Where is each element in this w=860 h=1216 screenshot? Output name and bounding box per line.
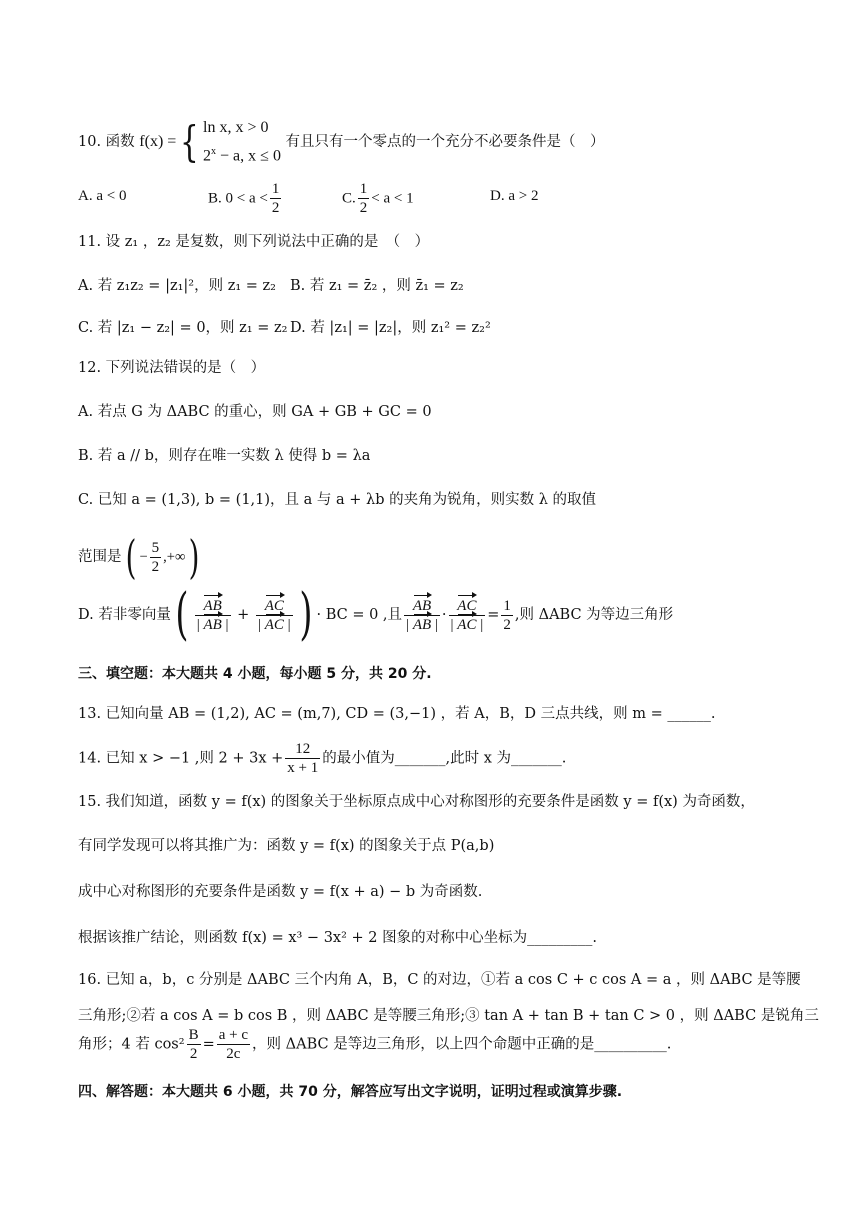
q12-option-d-frac-ac: $\frac{AC}{| AC |}$ [257,597,291,633]
q16-line-3 [78,1026,671,1070]
q15-line-2: 有同学发现可以将其推广为：函数 y = f(x) 的图象关于点 P(a,b) [78,838,495,854]
fraction-numerator: 1 [359,181,368,197]
q10-option-c-fraction [358,180,370,217]
question-14 [78,740,566,784]
q12-option-d [78,582,674,650]
q15-line-4: 根据该推广结论，则函数 f(x) = x³ − 3x² + 2 图象的对称中心坐标为_________. [78,930,597,946]
fraction-denominator: 2 [503,616,511,633]
plus-sign: + [232,607,254,623]
open-paren-glyph: ( [125,530,136,584]
q12-option-b: B. 若 a // b，则存在唯一实数 λ 使得 b = λa [78,448,371,464]
fraction-numerator: 1 [271,181,280,197]
q12-option-c-continued [78,530,203,584]
fraction-denominator: 2 [271,200,280,216]
minus-sign: − [139,549,148,565]
close-paren-glyph: ) [188,530,200,584]
q15-line-3: 成中心对称图形的充要条件是函数 y = f(x + a) − b 为奇函数. [78,884,483,900]
q10-function-name: f(x) = [139,133,177,151]
q16-fraction-ac-2c [217,1026,250,1063]
q10-brace: { [180,117,200,167]
fraction-numerator: 5 [151,539,160,556]
q10-case-2-rest: − a, x ≤ 0 [216,147,281,165]
fraction-denominator: 2c [226,1046,241,1062]
q10-stem-end: 有且只有一个零点的一个充分不必要条件是（ ） [285,134,605,151]
q12-option-d-frac-ab: $\frac{AB}{| AB |}$ [196,597,229,633]
fraction-denominator: 2 [189,1046,198,1062]
q16-line-2: 三角形;②若 a cos A = b cos B ，则 ΔABC 是等腰三角形;③ tan A + tan B + tan C > 0 ，则 ΔABC 是锐角三 [78,1008,819,1024]
q16-line-1: 16. 已知 a，b，c 分别是 ΔABC 三个内角 A，B，C 的对边，①若 a cos C + c cos A = a ，则 ΔABC 是等腰 [78,972,801,988]
q10-option-b-text: B. 0 < a < [208,190,268,207]
question-13: 13. 已知向量 AB = (1,2), AC = (m,7), CD = (3,−1) ，若 A，B，D 三点共线，则 m = ______. [78,706,716,722]
question-10 [78,116,605,167]
q10-option-c-label: C. [342,190,356,207]
q11-option-b: B. 若 z₁ = z̄₂ ，则 z̄₁ = z₂ [290,278,464,294]
question-12-stem: 12. 下列说法错误的是（ ） [78,360,266,376]
q10-case-2 [203,140,281,168]
q16-equals: = [202,1036,215,1053]
q12-option-d-tail: ,则 ΔABC 为等边三角形 [514,607,674,623]
close-paren-glyph: ) [298,582,313,647]
section-4-heading: 四、解答题：本大题共 6 小题，共 70 分，解答应写出文字说明，证明过程或演算步骤. [78,1084,623,1100]
q16-fraction-b-half [187,1026,201,1063]
q12-option-d-equals: = [487,607,500,623]
fraction-denominator: 2 [359,200,368,216]
fraction-denominator: 2 [151,558,160,575]
q10-option-c [342,180,414,217]
question-11-stem: 11. 设 z₁ ，z₂ 是复数，则下列说法中正确的是 （ ） [78,234,430,250]
q12-option-c: C. 已知 a = (1,3), b = (1,1)，且 a 与 a + λb 的夹角为锐角，则实数 λ 的取值 [78,492,597,508]
q15-line-1: 15. 我们知道，函数 y = f(x) 的图象关于坐标原点成中心对称图形的充要条件是函数 y = f(x) 为奇函数， [78,794,755,810]
q12-option-d-frac-ac-2: $\frac{AC}{| AC |}$ [450,597,484,633]
fraction-numerator: a + c [218,1027,249,1043]
dot-operator: · [441,607,447,623]
q10-case-1: ln x, x > 0 [203,119,269,136]
fraction-numerator: 1 [503,597,511,614]
q14-tail: 的最小值为_______,此时 x 为_______. [322,750,567,767]
fraction-denominator: x + 1 [287,760,319,776]
q10-option-d: D. a > 2 [490,188,539,204]
q10-option-b [208,180,283,217]
q14-fraction [285,740,320,777]
q16-line-3-lead: 角形；4 若 cos² [78,1036,185,1053]
q12-option-d-lead: D. 若非零向量 [78,607,171,623]
q12-option-c-range-end: ,+∞ [163,549,186,565]
q10-option-c-text: < a < 1 [371,190,414,207]
q10-case-2-exp: x [211,146,217,157]
q11-option-a: A. 若 z₁z₂ = |z₁|²，则 z₁ = z₂ [78,278,276,294]
q10-case-2-base: 2 [203,147,212,165]
q10-option-a: A. a < 0 [78,188,127,204]
q10-stem-start: 10. 函数 [78,134,135,151]
open-paren-glyph: ( [175,582,189,647]
fraction-numerator: B [188,1027,199,1043]
q12-option-a: A. 若点 G 为 ΔABC 的重心，则 GA + GB + GC = 0 [78,404,432,420]
q12-option-d-mid: · BC = 0 ,且 [316,607,403,623]
q12-option-d-half [501,597,513,634]
q10-option-b-fraction [270,180,282,217]
q11-options-row-1 [78,276,464,296]
section-3-heading: 三、填空题：本大题共 4 小题，每小题 5 分，共 20 分. [78,666,432,682]
q10-piecewise [203,116,281,168]
q11-options-row-2 [78,318,491,338]
q12-option-c-range-fraction [150,539,162,576]
q12-option-c-range-label: 范围是 [78,549,122,565]
q11-option-d: D. 若 |z₁| = |z₂|，则 z₁² = z₂² [290,320,491,336]
q12-option-d-frac-ab-2: $\frac{AB}{| AB |}$ [406,597,438,633]
fraction-numerator: 12 [285,740,320,759]
q11-option-c: C. 若 |z₁ − z₂| = 0，则 z₁ = z₂ [78,320,288,336]
q16-line-3-tail: ，则 ΔABC 是等边三角形，以上四个命题中正确的是__________. [252,1036,672,1053]
q14-lead: 14. 已知 x > −1 ,则 2 + 3x + [78,750,284,767]
